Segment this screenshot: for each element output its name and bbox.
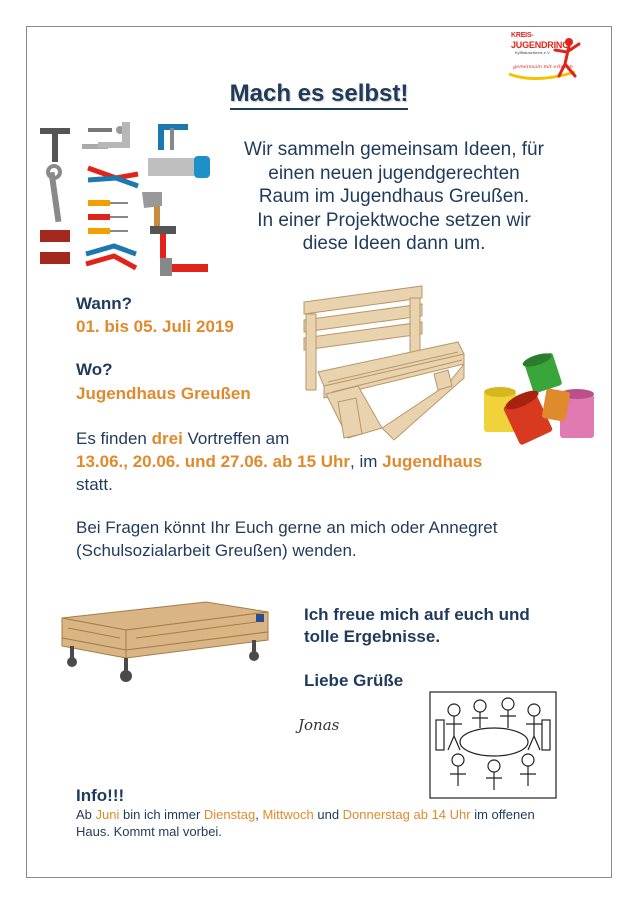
closing-text: Ich freue mich auf euch und tolle Ergebnisse. bbox=[304, 605, 530, 646]
group-sketch-drawing bbox=[428, 690, 558, 800]
intro-line: In einer Projektwoche setzen wir bbox=[257, 209, 531, 231]
intro-line: einen neuen jugendgerechten bbox=[268, 162, 520, 184]
questions-line1: Bei Fragen könnt Ihr Euch gerne an mich oder Annegret bbox=[76, 518, 498, 537]
meetings-count: drei bbox=[151, 429, 183, 448]
meetings-line1: Es finden drei Vortreffen am bbox=[76, 429, 290, 448]
logo-subtext: Kyffhäuserkreis e.V. bbox=[515, 50, 551, 55]
page-title: Mach es selbst! bbox=[0, 80, 638, 108]
paint-buckets-photo bbox=[480, 350, 602, 460]
toy-tools-illustration bbox=[38, 118, 218, 283]
intro-line: diese Ideen dann um. bbox=[302, 233, 486, 254]
greeting: Liebe Grüße bbox=[304, 671, 404, 690]
meetings-line3: statt. bbox=[76, 475, 113, 494]
when-value: 01. bis 05. Juli 2019 bbox=[76, 317, 234, 336]
info-title: Info!!! bbox=[76, 786, 125, 805]
intro-line: Wir sammeln gemeinsam Ideen, für bbox=[244, 139, 544, 160]
meetings-line2: 13.06., 20.06. und 27.06. ab 15 Uhr, im Jugendhaus bbox=[76, 452, 483, 471]
meetings-dates: 13.06., 20.06. und 27.06. ab 15 Uhr bbox=[76, 452, 351, 471]
signature: Jonas bbox=[298, 716, 340, 734]
intro-line: Raum im Jugendhaus Greußen. bbox=[258, 186, 530, 207]
logo-text-line2: JUGENDRING bbox=[511, 40, 570, 50]
where-value: Jugendhaus Greußen bbox=[76, 384, 251, 403]
logo-text-line1: KREIS- bbox=[511, 32, 534, 39]
where-label: Wo? bbox=[76, 360, 113, 379]
logo-tagline: gemeinsam mit erleben bbox=[513, 64, 573, 70]
pallet-bench-photo bbox=[298, 282, 468, 444]
kreisjugendring-logo bbox=[505, 30, 585, 86]
meetings-place: Jugendhaus bbox=[382, 452, 483, 471]
info-text: Ab Juni bin ich immer Dienstag, Mittwoch und Donnerstag ab 14 Uhr im offenen Haus. Kommt mal vorbei. bbox=[76, 807, 535, 839]
when-label: Wann? bbox=[76, 294, 133, 313]
pallet-table-photo bbox=[56, 598, 274, 686]
intro-text bbox=[212, 138, 576, 256]
questions-line2: (Schulsozialarbeit Greußen) wenden. bbox=[76, 541, 357, 560]
